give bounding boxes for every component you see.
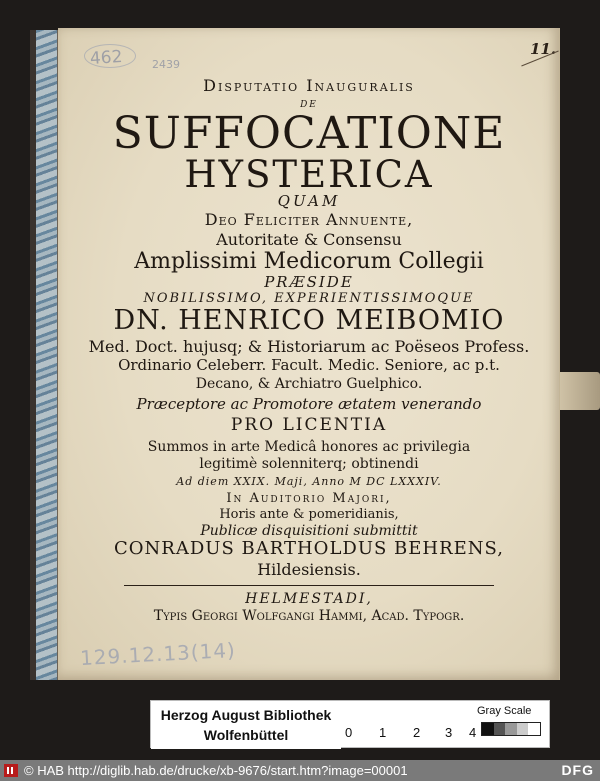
line-helmestadi: HELMESTADI, — [245, 591, 373, 607]
line-praeceptore: Præceptore ac Promotore ætatem venerando — [136, 395, 482, 413]
title-text-block — [58, 70, 560, 623]
dfg-logo: DFG — [561, 762, 594, 778]
line-hysterica: HYSTERICA — [184, 153, 434, 196]
imprint-rule — [124, 585, 494, 586]
line-pro-licentia: PRO LICENTIA — [230, 415, 388, 435]
scale-number: 4 — [469, 725, 477, 740]
gray-scale-title: Gray Scale — [477, 705, 532, 717]
shelf-mark: 462 — [89, 46, 124, 70]
footer-copyright-link[interactable]: © HAB http://diglib.hab.de/drucke/xb-9676/start.htm?image=00001 — [24, 763, 408, 778]
line-praeside: PRÆSIDE — [264, 273, 354, 291]
scale-number: 3 — [445, 725, 453, 740]
line-quam: QUAM — [277, 192, 341, 210]
bottom-pencil-mark: 129.12.13(14) — [79, 637, 237, 671]
line-decano: Decano, & Archiatro Guelphico. — [195, 376, 423, 392]
library-name — [151, 701, 341, 749]
line-med-doct: Med. Doct. hujusq; & Historiarum ac Poëseos Profess. — [88, 337, 530, 356]
gray-scale — [341, 701, 551, 749]
shelf-mark-small: 2439 — [152, 58, 180, 71]
line-legitime: legitimè solenniterq; obtinendi — [199, 456, 419, 472]
line-horis: Horis ante & pomeridianis, — [219, 507, 399, 522]
scale-number: 1 — [379, 725, 387, 740]
library-color-bar — [150, 700, 550, 748]
line-amplissimi: Amplissimi Medicorum Collegii — [134, 249, 484, 274]
gray-swatch — [494, 723, 506, 735]
line-nobilissimo: NOBILISSIMO, EXPERIENTISSIMOQUE — [143, 291, 475, 306]
hab-logo-icon — [4, 764, 18, 777]
library-name-line1: Herzog August Bibliothek — [160, 707, 332, 723]
gray-scale-swatches — [481, 722, 541, 736]
line-henrico-meibomio: DN. HENRICO MEIBOMIO — [113, 305, 505, 336]
line-autoritate: Autoritate & Consensu — [216, 230, 402, 249]
scale-number: 2 — [413, 725, 421, 740]
footer-bar — [0, 760, 600, 781]
line-conradus: CONRADUS BARTHOLDUS BEHRENS, — [114, 538, 504, 559]
gray-swatch — [528, 723, 540, 735]
marbled-binding — [36, 30, 58, 680]
line-publicae: Publicæ disquisitioni submittit — [200, 523, 418, 539]
line-typis: Typis Georgi Wolfgangi Hammi, Acad. Typogr. — [153, 608, 465, 624]
line-deo-feliciter: Deo Feliciter Annuente, — [204, 210, 414, 229]
page-tab — [560, 372, 600, 410]
line-de: de — [300, 96, 318, 111]
line-disputatio: Disputatio Inauguralis — [203, 76, 415, 95]
gray-swatch — [517, 723, 529, 735]
line-auditorio: In Auditorio Majori, — [226, 491, 392, 506]
line-suffocatione: SUFFOCATIONE — [112, 108, 506, 159]
line-ordinario: Ordinario Celeberr. Facult. Medic. Seniore, ac p.t. — [118, 356, 500, 374]
scale-number: 0 — [345, 725, 353, 740]
gray-swatch — [505, 723, 517, 735]
gray-swatch — [482, 723, 494, 735]
library-name-line2: Wolfenbüttel — [203, 727, 289, 743]
line-summos: Summos in arte Medicâ honores ac privilegia — [147, 439, 471, 455]
line-ad-diem: Ad diem XXIX. Maji, Anno M DC LXXXIV. — [176, 475, 442, 488]
leaf-number: 11. — [530, 40, 557, 58]
line-hildesiensis: Hildesiensis. — [257, 560, 361, 579]
